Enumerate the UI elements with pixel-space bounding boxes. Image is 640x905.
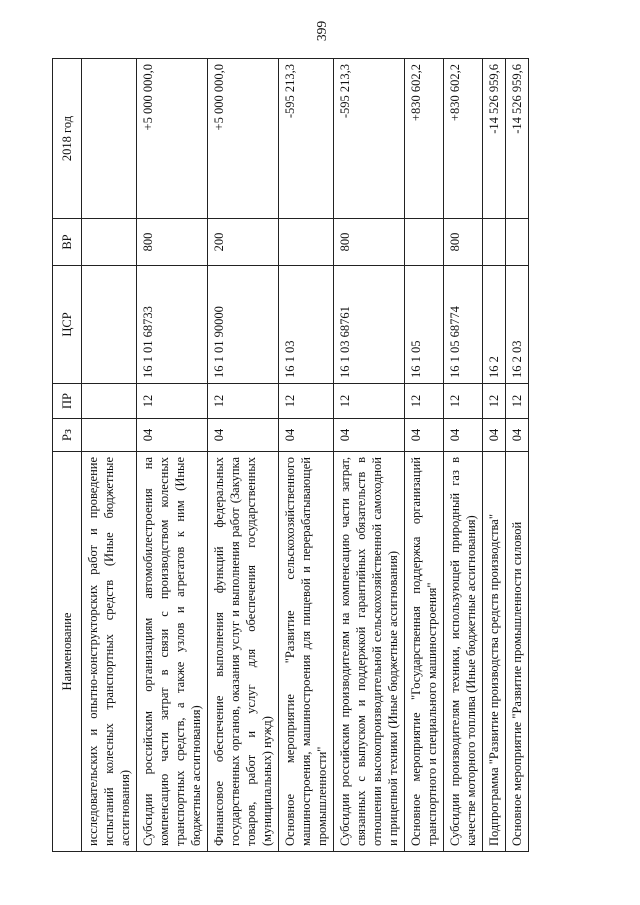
header-pr: ПР [53,384,82,419]
row-csr: 16 1 01 68733 [137,266,208,384]
row-value: +5 000 000,0 [208,59,279,219]
row-pr: 12 [334,384,405,419]
row-vr [405,219,444,266]
row-pr: 12 [279,384,334,419]
row-vr: 800 [137,219,208,266]
table-row [483,59,506,852]
row-csr: 16 1 01 90000 [208,266,279,384]
row-vr [506,219,529,266]
row-pr: 12 [405,384,444,419]
row-value: -595 213,3 [279,59,334,219]
row-pr [82,384,137,419]
row-pr: 12 [483,384,506,419]
row-pr: 12 [208,384,279,419]
header-csr: ЦСР [53,266,82,384]
row-rz: 04 [208,419,279,452]
row-rz [82,419,137,452]
row-vr: 800 [444,219,483,266]
header-name: Наименование [53,452,82,852]
row-rz: 04 [405,419,444,452]
row-vr [82,219,137,266]
row-value: +5 000 000,0 [137,59,208,219]
row-csr: 16 1 03 [279,266,334,384]
row-value: +830 602,2 [444,59,483,219]
table-row [405,59,444,852]
row-rz: 04 [334,419,405,452]
table-row [334,59,405,852]
row-name: Субсидии производителям техники, использующей природный газ в качестве моторного топлива (Иные бюджетные ассигнования) [444,452,483,852]
table-row [506,59,529,852]
row-pr: 12 [444,384,483,419]
row-vr: 800 [334,219,405,266]
row-rz: 04 [279,419,334,452]
table-row [444,59,483,852]
table-row [137,59,208,852]
row-csr: 16 1 05 [405,266,444,384]
row-vr [279,219,334,266]
row-name: Субсидии российским производителям на компенсацию части затрат, связанных с выпуском и поддержкой гарантийных обязательств в отношении высокопроизводительной сельскохозяйственной самоходной и прицепной техники (Иные бюджетные ассигнования) [334,452,405,852]
row-csr [82,266,137,384]
row-name: Основное мероприятие "Государственная поддержка организаций транспортного и специального машиностроения" [405,452,444,852]
row-csr: 16 2 [483,266,506,384]
header-vr: ВР [53,219,82,266]
row-csr: 16 1 03 68761 [334,266,405,384]
row-csr: 16 1 05 68774 [444,266,483,384]
row-rz: 04 [483,419,506,452]
row-pr: 12 [137,384,208,419]
row-rz: 04 [444,419,483,452]
row-pr: 12 [506,384,529,419]
row-rz: 04 [506,419,529,452]
page-number-container [315,8,329,54]
row-value: -14 526 959,6 [483,59,506,219]
row-name: Основное мероприятие "Развитие промышленности силовой [506,452,529,852]
row-name: Финансовое обеспечение выполнения функций федеральных государственных органов, оказания услуг и выполнения работ (Закупка товаров, работ и услуг для обеспечения государственных (муниципальных) нужд) [208,452,279,852]
row-name: исследовательских и опытно-конструкторских работ и проведение испытаний колесных транспортных средств (Иные бюджетные ассигнования) [82,452,137,852]
header-year: 2018 год [53,59,82,219]
table-row [279,59,334,852]
rotated-table-container [52,59,607,852]
row-value [82,59,137,219]
row-name: Основное мероприятие "Развитие сельскохозяйственного машиностроения, машиностроения для пищевой и перерабатывающей промышленности" [279,452,334,852]
page-number: 399 [314,20,329,42]
row-vr [483,219,506,266]
row-rz: 04 [137,419,208,452]
table-row [208,59,279,852]
row-value: -595 213,3 [334,59,405,219]
row-value: -14 526 959,6 [506,59,529,219]
row-value: +830 602,2 [405,59,444,219]
table-header-row [53,59,82,852]
budget-table [52,58,529,852]
header-rz: Рз [53,419,82,452]
row-vr: 200 [208,219,279,266]
row-csr: 16 2 03 [506,266,529,384]
row-name: Подпрограмма "Развитие производства средств производства" [483,452,506,852]
row-name: Субсидии российским организациям автомобилестроения на компенсацию части затрат в связи с производством колесных транспортных средств, а также узлов и агрегатов к ним (Иные бюджетные ассигнования) [137,452,208,852]
table-row [82,59,137,852]
